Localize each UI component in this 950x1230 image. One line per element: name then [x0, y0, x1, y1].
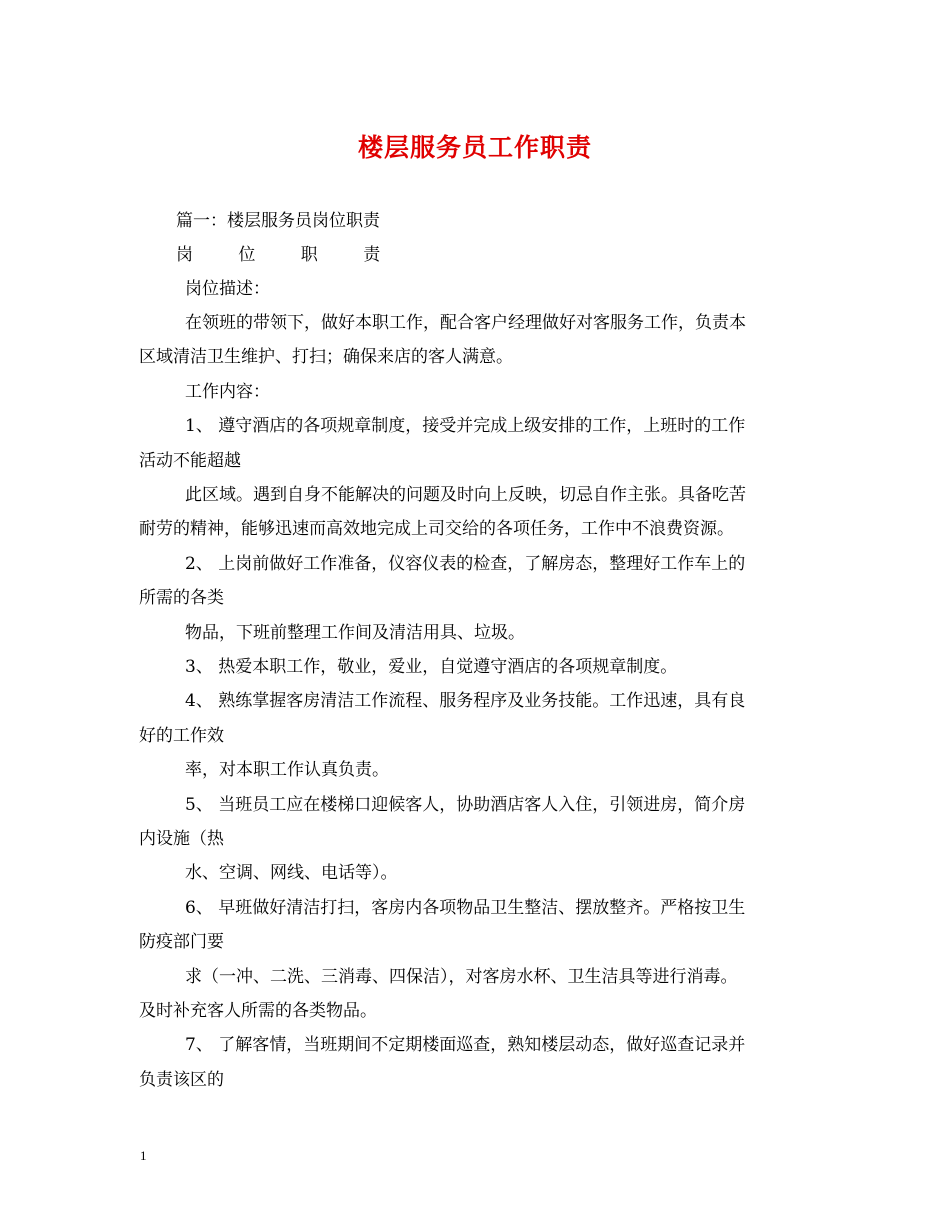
list-item-continuation: 水、空调、网线、电话等）。 — [185, 863, 398, 883]
page-number: 1 — [140, 1148, 147, 1163]
list-item-continuation: 好的工作效 — [139, 726, 224, 746]
list-item: 5、 当班员工应在楼梯口迎候客人，协助酒店客人入住，引领进房，简介房 — [185, 795, 746, 815]
list-item-continuation: 所需的各类 — [139, 588, 224, 608]
list-item-continuation: 负责该区的 — [139, 1070, 224, 1090]
list-item-continuation: 率，对本职工作认真负责。 — [185, 760, 389, 780]
list-item-continuation: 内设施（热 — [139, 829, 224, 849]
list-item-continuation: 防疫部门要 — [139, 932, 224, 952]
list-item-continuation: 求（一冲、二洗、三消毒、四保洁），对客房水杯、卫生洁具等进行消毒。 — [185, 967, 738, 987]
list-item: 1、 遵守酒店的各项规章制度，接受并完成上级安排的工作，上班时的工作 — [185, 416, 746, 436]
list-item: 7、 了解客情，当班期间不定期楼面巡查，熟知楼层动态，做好巡查记录并 — [185, 1035, 746, 1055]
list-item: 2、 上岗前做好工作准备，仪容仪表的检查，了解房态，整理好工作车上的 — [185, 554, 746, 574]
paragraph-line: 区域清洁卫生维护、打扫；确保来店的客人满意。 — [139, 347, 513, 367]
list-item: 6、 早班做好清洁打扫，客房内各项物品卫生整洁、摆放整齐。严格按卫生 — [185, 898, 746, 918]
document-title: 楼层服务员工作职责 — [357, 133, 592, 162]
list-item-continuation: 活动不能超越 — [139, 451, 241, 471]
list-item-continuation: 物品，下班前整理工作间及清洁用具、垃圾。 — [185, 623, 525, 643]
label-description: 岗位描述： — [185, 279, 270, 299]
list-item: 4、 熟练掌握客房清洁工作流程、服务程序及业务技能。工作迅速，具有良 — [185, 691, 746, 711]
paragraph-line: 在领班的带领下，做好本职工作，配合客户经理做好对客服务工作，负责本 — [185, 313, 746, 333]
list-item-continuation: 此区域。遇到自身不能解决的问题及时向上反映，切忌自作主张。具备吃苦 — [185, 485, 746, 505]
label-content: 工作内容： — [185, 382, 270, 402]
list-item: 3、 热爱本职工作，敬业，爱业，自觉遵守酒店的各项规章制度。 — [185, 657, 678, 677]
subheading: 岗 位 职 责 — [176, 245, 401, 265]
section-heading: 篇一：楼层服务员岗位职责 — [176, 211, 380, 231]
list-item-continuation: 耐劳的精神，能够迅速而高效地完成上司交给的各项任务，工作中不浪费资源。 — [139, 519, 734, 539]
list-item-continuation: 及时补充客人所需的各类物品。 — [139, 1001, 377, 1021]
